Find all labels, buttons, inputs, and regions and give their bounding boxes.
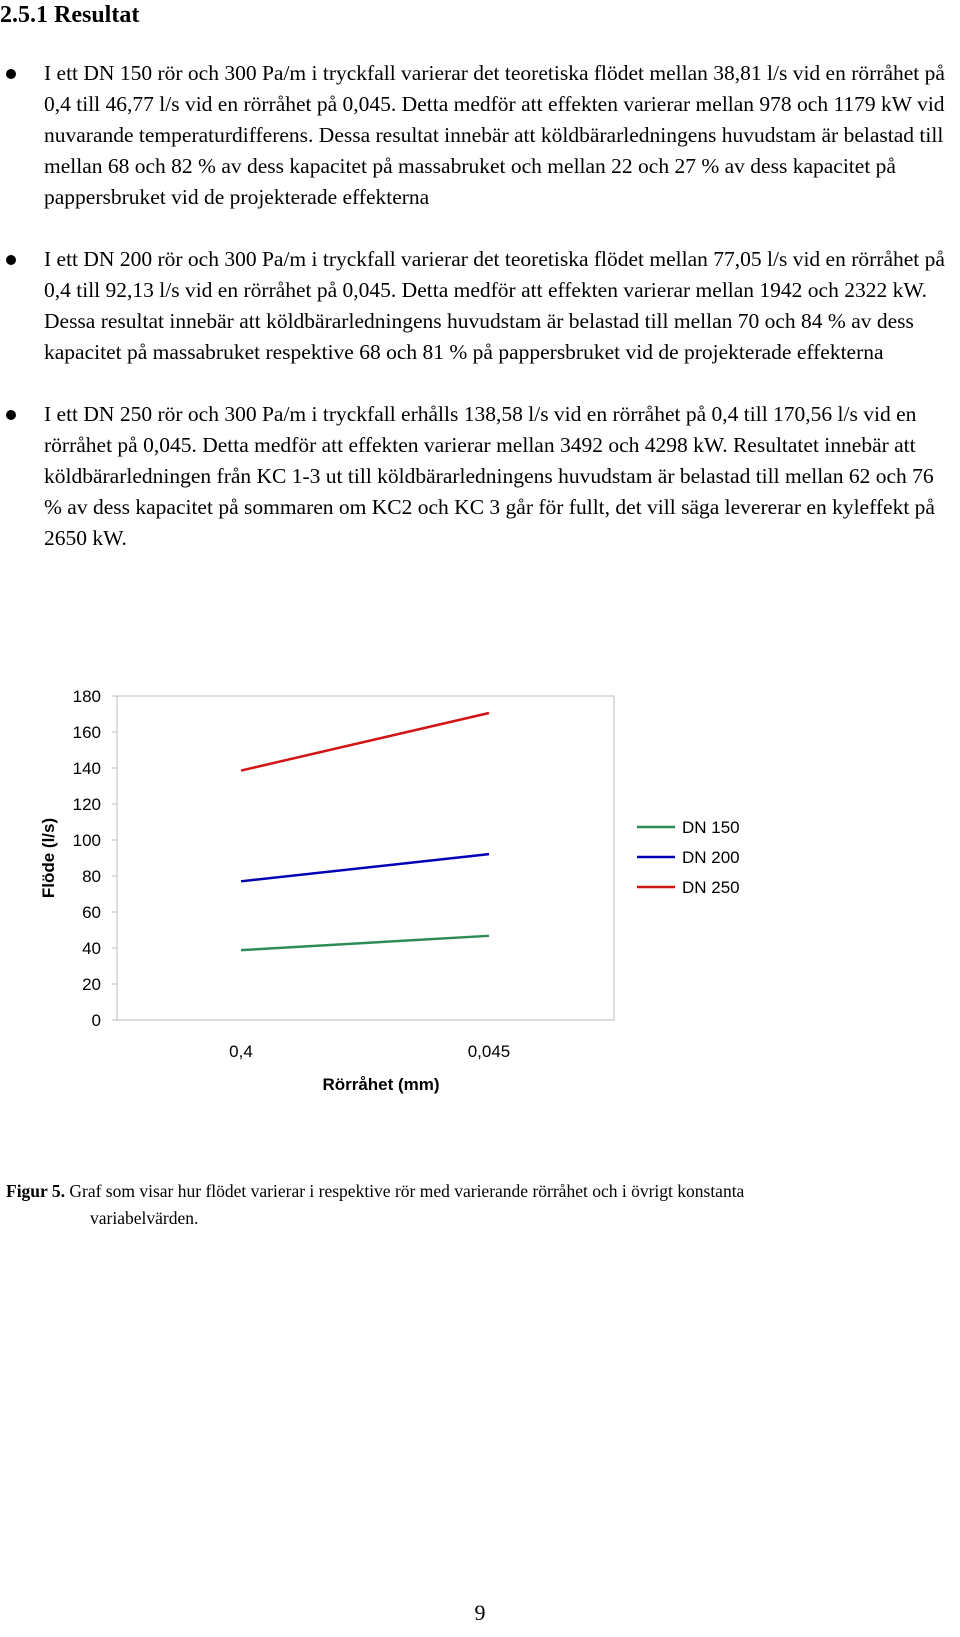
result-text-dn200: I ett DN 200 rör och 300 Pa/m i tryckfall varierar det teoretiska flödet mellan 77,05 l/s vid en rörråhet på 0,4 till 92,13 l/s vid en rörråhet på 0,045. Detta medför att effekten varierar mellan 1942 och 2322 kW. Dessa resultat innebär att köldbärarledningens huvudstam är belastad till mellan 70 och 84 % av dess kapacitet på massabruket respektive 68 och 81 % på pappersbruket vid de projekterade effekterna (44, 247, 945, 364)
y-tick-label: 40 (82, 939, 101, 958)
legend-label: DN 250 (682, 878, 740, 897)
series-line-dn-250 (241, 713, 489, 771)
y-tick-label: 160 (72, 723, 101, 742)
bullet-icon (6, 410, 16, 420)
caption-text: Graf som visar hur flödet varierar i respektive rör med varierande rörråhet och i övrigt konstanta (65, 1181, 745, 1201)
result-item-dn250 (0, 399, 960, 554)
bullet-icon (6, 255, 16, 265)
chart-svg (0, 687, 960, 1160)
series-line-dn-150 (241, 936, 489, 950)
legend-label: DN 150 (682, 818, 740, 837)
y-tick-label: 60 (82, 903, 101, 922)
flow-chart (0, 687, 960, 1160)
y-tick-label: 140 (72, 759, 101, 778)
y-tick-label: 100 (72, 831, 101, 850)
result-item-dn200 (0, 244, 960, 368)
result-list (0, 58, 960, 554)
y-tick-label: 180 (72, 687, 101, 706)
y-tick-label: 20 (82, 975, 101, 994)
result-item-dn150 (0, 58, 960, 213)
caption-text-continued: variabelvärden. (90, 1208, 199, 1228)
y-tick-label: 120 (72, 795, 101, 814)
result-text-dn250: I ett DN 250 rör och 300 Pa/m i tryckfall erhålls 138,58 l/s vid en rörråhet på 0,4 till 170,56 l/s vid en rörråhet på 0,045. Detta medför att effekten varierar mellan 3492 och 4298 kW. Resultatet innebär att köldbärarledningen från KC 1-3 ut till köldbärarledningens huvudstam är belastad till mellan 62 och 76 % av dess kapacitet på sommaren om KC2 och KC 3 går för fullt, det vill säga levererar en kyleffekt på 2650 kW. (44, 402, 935, 550)
legend-label: DN 200 (682, 848, 740, 867)
x-axis-label: Rörråhet (mm) (322, 1075, 440, 1094)
result-text-dn150: I ett DN 150 rör och 300 Pa/m i tryckfall varierar det teoretiska flödet mellan 38,81 l/s vid en rörråhet på 0,4 till 46,77 l/s vid en rörråhet på 0,045. Detta medför att effekten varierar mellan 978 och 1179 kW vid nuvarande temperaturdifferens. Dessa resultat innebär att köldbärarledningens huvudstam är belastad till mellan 68 och 82 % av dess kapacitet på massabruket och mellan 22 och 27 % av dess kapacitet på pappersbruket vid de projekterade effekterna (44, 61, 945, 209)
y-tick-label: 0 (91, 1011, 101, 1030)
x-tick-label: 0,045 (467, 1042, 511, 1061)
section-heading: 2.5.1 Resultat (0, 2, 140, 28)
y-tick-label: 80 (82, 867, 101, 886)
series-line-dn-200 (241, 854, 489, 881)
bullet-icon (6, 69, 16, 79)
page-number: 9 (474, 1600, 486, 1625)
caption-label: Figur 5. (6, 1181, 65, 1201)
x-tick-label: 0,4 (229, 1042, 253, 1061)
y-axis-label: Flöde (l/s) (39, 817, 58, 899)
figure-caption (6, 1178, 956, 1232)
plot-area (117, 696, 614, 1020)
